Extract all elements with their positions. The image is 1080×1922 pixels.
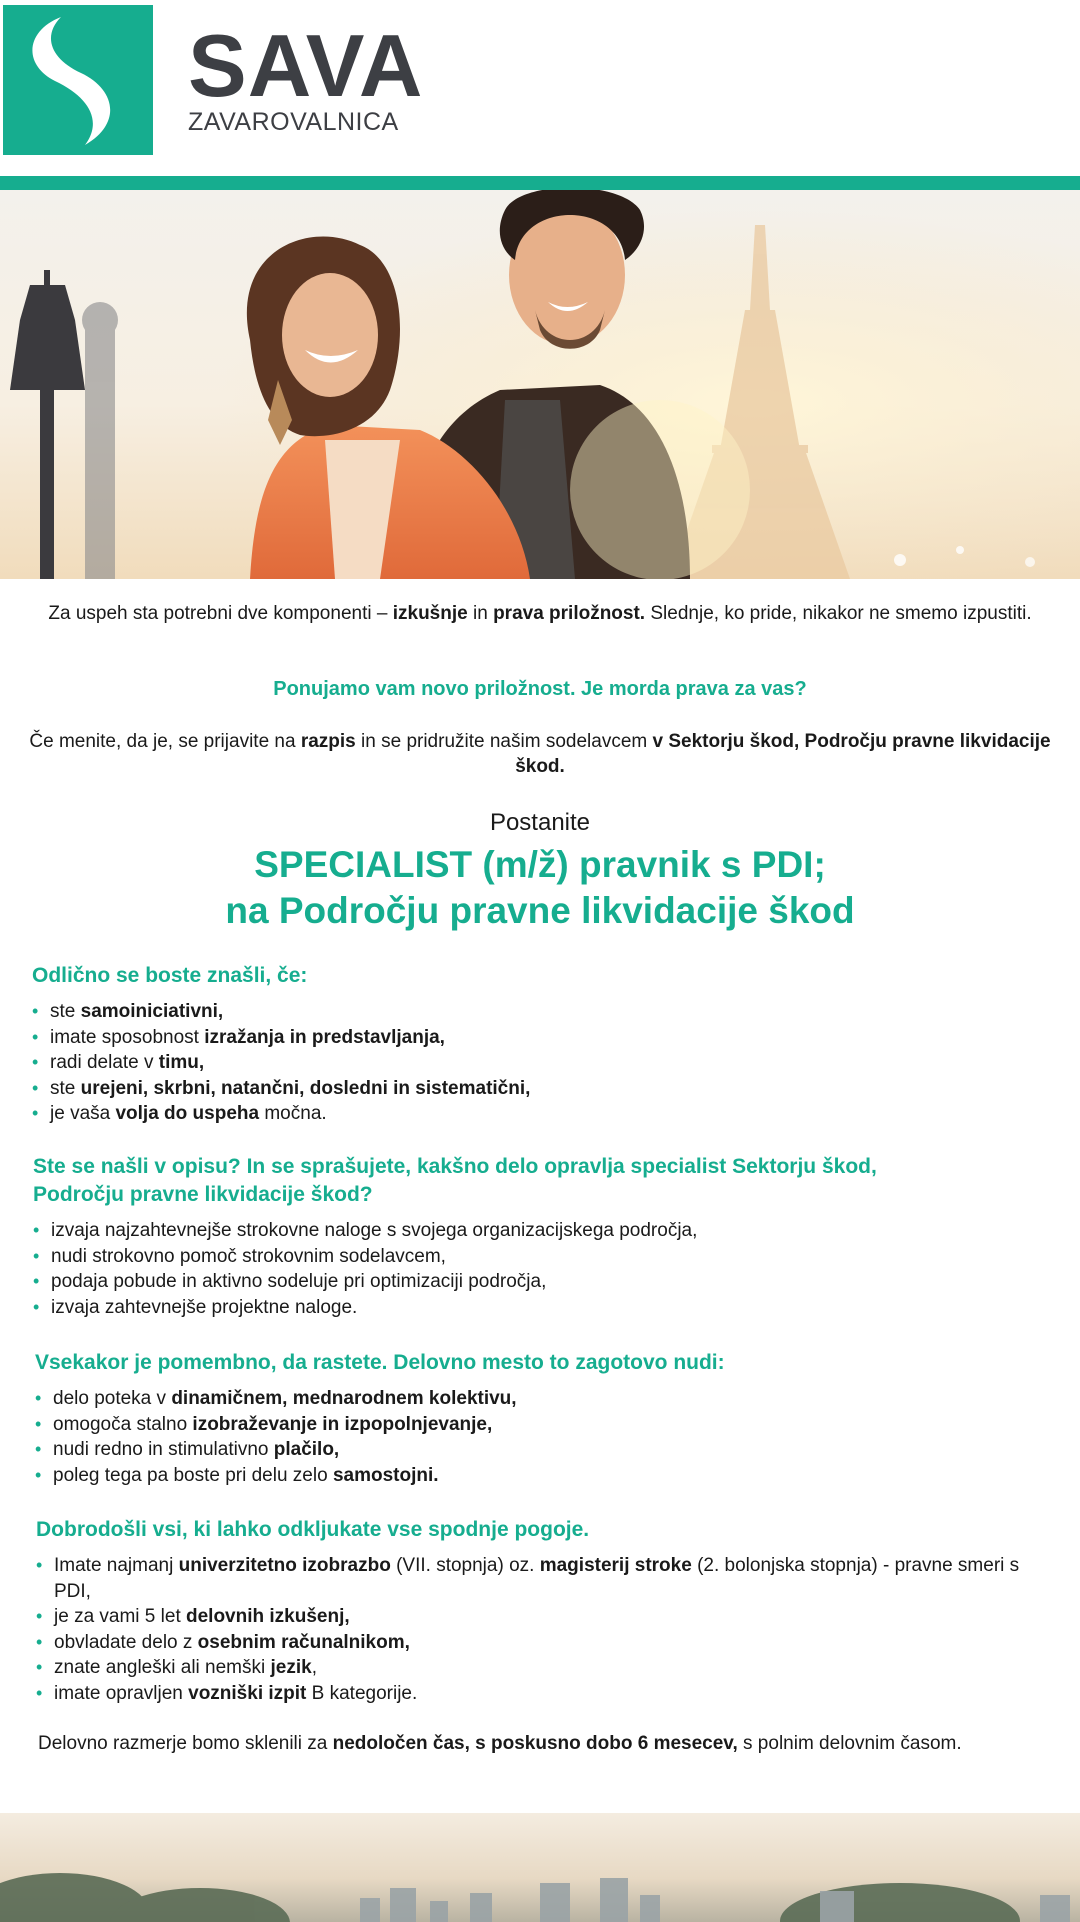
list-text: radi delate v xyxy=(50,1052,159,1073)
list-bold: vozniški izpit xyxy=(188,1682,307,1704)
profile-list xyxy=(32,999,1032,1127)
list-text: je vaša xyxy=(50,1103,116,1124)
section-profile xyxy=(32,962,1032,1127)
list-text: imate opravljen xyxy=(54,1682,189,1704)
job-title-line1: SPECIALIST (m/ž) pravnik s PDI; xyxy=(254,844,826,885)
list-text: obvladate delo z xyxy=(54,1631,198,1653)
benefits-list xyxy=(35,1386,1035,1488)
intro-bold: izkušnje xyxy=(392,603,468,624)
list-bold: izražanja in predstavljanja, xyxy=(204,1026,445,1048)
intro-paragraph xyxy=(20,601,1060,626)
list-text: , xyxy=(311,1657,317,1678)
intro-text: Za uspeh sta potrebni dve komponenti – xyxy=(48,603,393,624)
postanite-label: Postanite xyxy=(489,809,591,836)
list-bold: plačilo, xyxy=(273,1439,340,1460)
list-item xyxy=(32,1076,1032,1102)
list-text: omogoča stalno xyxy=(53,1413,193,1435)
list-item xyxy=(35,1463,1035,1489)
intro-text: in xyxy=(467,603,494,624)
list-item: • izvaja zahtevnejše projektne naloge. xyxy=(33,1295,1033,1321)
list-bold: timu, xyxy=(158,1052,205,1073)
apply-paragraph xyxy=(20,729,1060,779)
list-text: ste xyxy=(50,1077,81,1099)
list-item xyxy=(36,1630,1036,1656)
list-item xyxy=(36,1655,1036,1681)
list-item xyxy=(35,1437,1035,1463)
list-bold: magisterij stroke xyxy=(539,1555,692,1576)
list-text: znate angleški ali nemški xyxy=(54,1657,271,1678)
brand xyxy=(188,16,424,136)
list-item xyxy=(36,1604,1036,1630)
closing-bold: nedoločen čas, s poskusno dobo 6 mesecev, xyxy=(332,1733,738,1754)
apply-text: in se pridružite našim sodelavcem xyxy=(355,731,653,752)
list-text: imate sposobnost xyxy=(50,1026,205,1048)
list-item xyxy=(35,1412,1035,1438)
list-item xyxy=(32,1025,1032,1051)
list-bold: osebnim računalnikom, xyxy=(197,1631,410,1653)
requirements-list xyxy=(36,1553,1036,1706)
offer-line: Ponujamo vam novo priložnost. Je morda prava za vas? xyxy=(273,678,807,700)
list-item xyxy=(32,1050,1032,1076)
list-text: nudi redno in stimulativno xyxy=(53,1439,274,1460)
list-item: • podaja pobude in aktivno sodeluje pri optimizaciji področja, xyxy=(33,1269,1033,1295)
list-text: delo poteka v xyxy=(53,1388,172,1409)
list-bold: univerzitetno izobrazbo xyxy=(178,1555,391,1576)
list-item xyxy=(36,1681,1036,1707)
list-item xyxy=(32,999,1032,1025)
list-bold: izobraževanje in izpopolnjevanje, xyxy=(192,1413,493,1435)
apply-text: Če menite, da je, se prijavite na xyxy=(29,731,301,752)
apply-bold: v Sektorju škod, Področju pravne likvidacije škod. xyxy=(515,731,1051,777)
intro-text: Slednje, ko pride, nikakor ne smemo izpustiti. xyxy=(645,603,1032,624)
section-benefits xyxy=(35,1349,1035,1488)
list-text: močna. xyxy=(259,1103,327,1124)
section-requirements xyxy=(36,1516,1036,1706)
list-text: (2. bolonjska stopnja) - pravne smeri s PDI, xyxy=(54,1555,1020,1602)
closing-text: Delovno razmerje bomo sklenili za xyxy=(38,1733,333,1754)
hero-image xyxy=(0,190,1080,579)
list-bold: urejeni, skrbni, natančni, dosledni in sistematični, xyxy=(80,1077,531,1099)
list-item xyxy=(36,1553,1036,1604)
section-heading: Dobrodošli vsi, ki lahko odkljukate vse spodnje pogoje. xyxy=(36,1518,590,1541)
list-text: je za vami 5 let xyxy=(54,1606,186,1627)
brand-subtitle: ZAVAROVALNICA xyxy=(188,108,399,136)
header xyxy=(0,0,1080,176)
list-bold: delovnih izkušenj, xyxy=(186,1606,350,1627)
list-text: (VII. stopnja) oz. xyxy=(390,1555,540,1576)
list-item: • nudi strokovno pomoč strokovnim sodelavcem, xyxy=(33,1244,1033,1270)
section-heading: Odlično se boste znašli, če: xyxy=(32,964,308,987)
list-text: ste xyxy=(50,1001,81,1022)
list-bold: samostojni. xyxy=(332,1464,439,1486)
list-bold: jezik xyxy=(270,1657,312,1678)
section-duties xyxy=(33,1153,1033,1320)
job-title-line2: na Področju pravne likvidacije škod xyxy=(225,890,855,931)
list-item: • izvaja najzahtevnejše strokovne naloge s svojega organizacijskega področja, xyxy=(33,1218,1033,1244)
intro-bold: prava priložnost. xyxy=(493,603,646,624)
duties-list xyxy=(33,1218,1033,1320)
list-bold: samoiniciativni, xyxy=(80,1001,224,1022)
section-heading-line2: Področju pravne likvidacije škod? xyxy=(33,1183,373,1206)
list-text: B kategorije. xyxy=(306,1682,418,1704)
list-item xyxy=(35,1386,1035,1412)
list-item xyxy=(32,1101,1032,1127)
list-bold: dinamičnem, mednarodnem kolektivu, xyxy=(171,1388,517,1409)
apply-link-razpis: razpis xyxy=(300,731,356,752)
sava-logo xyxy=(3,5,153,155)
header-divider xyxy=(0,176,1080,190)
closing-text: s polnim delovnim časom. xyxy=(737,1733,962,1754)
list-text: Imate najmanj xyxy=(54,1555,179,1576)
job-title xyxy=(0,842,1080,934)
footer-image xyxy=(0,1813,1080,1922)
closing-paragraph xyxy=(38,1731,1018,1756)
section-heading-line1: Ste se našli v opisu? In se sprašujete, kakšno delo opravlja specialist Sektorju škod, xyxy=(33,1155,877,1178)
section-heading: Vsekakor je pomembno, da rastete. Delovno mesto to zagotovo nudi: xyxy=(35,1351,725,1374)
brand-name: SAVA xyxy=(188,16,424,115)
list-bold: volja do uspeha xyxy=(115,1103,260,1124)
section-heading xyxy=(33,1153,1033,1209)
list-text: poleg tega pa boste pri delu zelo xyxy=(53,1464,333,1486)
